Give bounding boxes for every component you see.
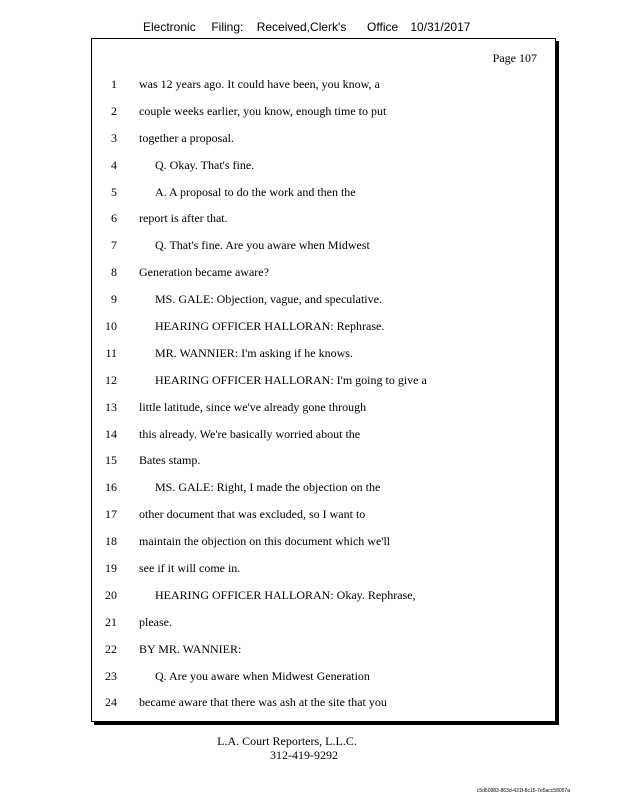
line-number: 8 [111, 265, 117, 280]
filing-header [143, 20, 473, 34]
line-number: 9 [111, 292, 117, 307]
line-number: 5 [111, 184, 117, 199]
line-text: this already. We're basically worried about the [139, 426, 361, 441]
line-number: 18 [105, 534, 117, 549]
line-text: MS. GALE: Right, I made the objection on the [155, 480, 381, 495]
transcript-line [92, 265, 555, 292]
line-number: 7 [111, 238, 117, 253]
transcript-line [92, 453, 555, 480]
line-number: 22 [105, 641, 117, 656]
footer-phone: 312-419-9292 [270, 748, 338, 762]
transcript-line [92, 400, 555, 427]
line-text: Q. That's fine. Are you aware when Midwest [155, 238, 370, 253]
line-text: Q. Okay. That's fine. [155, 157, 255, 172]
line-text: report is after that. [139, 211, 228, 226]
line-text: other document that was excluded, so I want to [139, 507, 366, 522]
transcript-line [92, 507, 555, 534]
line-number: 21 [105, 614, 117, 629]
line-text: HEARING OFFICER HALLORAN: I'm going to give a [155, 372, 427, 387]
line-number: 10 [105, 319, 117, 334]
line-number: 15 [105, 453, 117, 468]
transcript-line [92, 185, 555, 212]
line-number: 24 [105, 695, 117, 710]
transcript-lines [92, 77, 555, 722]
transcript-line [92, 480, 555, 507]
line-text: BY MR. WANNIER: [139, 641, 242, 656]
line-number: 20 [105, 587, 117, 602]
line-number: 1 [111, 77, 117, 91]
transcript-line [92, 669, 555, 696]
line-number: 13 [105, 399, 117, 414]
line-number: 17 [105, 507, 117, 522]
header-electronic: Electronic [143, 20, 196, 34]
line-number: 3 [111, 130, 117, 145]
line-number: 16 [105, 480, 117, 495]
line-text: Generation became aware? [139, 265, 269, 280]
transcript-line [92, 104, 555, 131]
line-text: together a proposal. [139, 130, 234, 145]
transcript-line [92, 77, 555, 104]
line-text: MS. GALE: Objection, vague, and speculative. [155, 292, 382, 307]
transcript-line [92, 238, 555, 265]
transcript-line [92, 131, 555, 158]
transcript-line [92, 561, 555, 588]
transcript-line [92, 373, 555, 400]
line-text: little latitude, since we've already gone through [139, 399, 367, 414]
page-number: Page 107 [492, 51, 537, 65]
line-text: please. [139, 614, 172, 629]
transcript-line [92, 534, 555, 561]
transcript-line [92, 211, 555, 238]
transcript-line [92, 158, 555, 185]
line-number: 2 [111, 103, 117, 118]
line-number: 19 [105, 561, 117, 576]
line-number: 12 [105, 372, 117, 387]
line-number: 14 [105, 426, 117, 441]
transcript-line [92, 346, 555, 373]
transcript-line [92, 292, 555, 319]
transcript-line [92, 615, 555, 642]
transcript-line [92, 695, 555, 722]
document-hash: c5d60983-863d-431f-8c15-7e5acc58057a [476, 788, 570, 794]
line-text: couple weeks earlier, you know, enough time to put [139, 103, 387, 118]
line-text: Q. Are you aware when Midwest Generation [155, 668, 370, 683]
line-number: 11 [105, 345, 117, 360]
footer-company: L.A. Court Reporters, L.L.C. [217, 734, 357, 748]
line-text: Bates stamp. [139, 453, 201, 468]
line-text: maintain the objection on this document which we'll [139, 534, 391, 549]
line-text: HEARING OFFICER HALLORAN: Okay. Rephrase, [155, 587, 416, 602]
transcript-line [92, 319, 555, 346]
line-number: 6 [111, 211, 117, 226]
transcript-line [92, 427, 555, 454]
transcript-page [91, 38, 556, 722]
line-number: 23 [105, 668, 117, 683]
line-text: was 12 years ago. It could have been, you know, a [139, 77, 380, 91]
header-filing: Filing: [211, 20, 244, 34]
line-text: HEARING OFFICER HALLORAN: Rephrase. [155, 319, 385, 334]
header-date: 10/31/2017 [410, 20, 471, 34]
transcript-line [92, 588, 555, 615]
line-text: MR. WANNIER: I'm asking if he knows. [155, 345, 353, 360]
header-received: Received,Clerk's [256, 20, 347, 34]
line-text: became aware that there was ash at the site that you [139, 695, 387, 710]
transcript-line [92, 642, 555, 669]
header-office: Office [367, 20, 399, 34]
line-text: A. A proposal to do the work and then the [155, 184, 356, 199]
line-text: see if it will come in. [139, 561, 241, 576]
line-number: 4 [111, 157, 117, 172]
